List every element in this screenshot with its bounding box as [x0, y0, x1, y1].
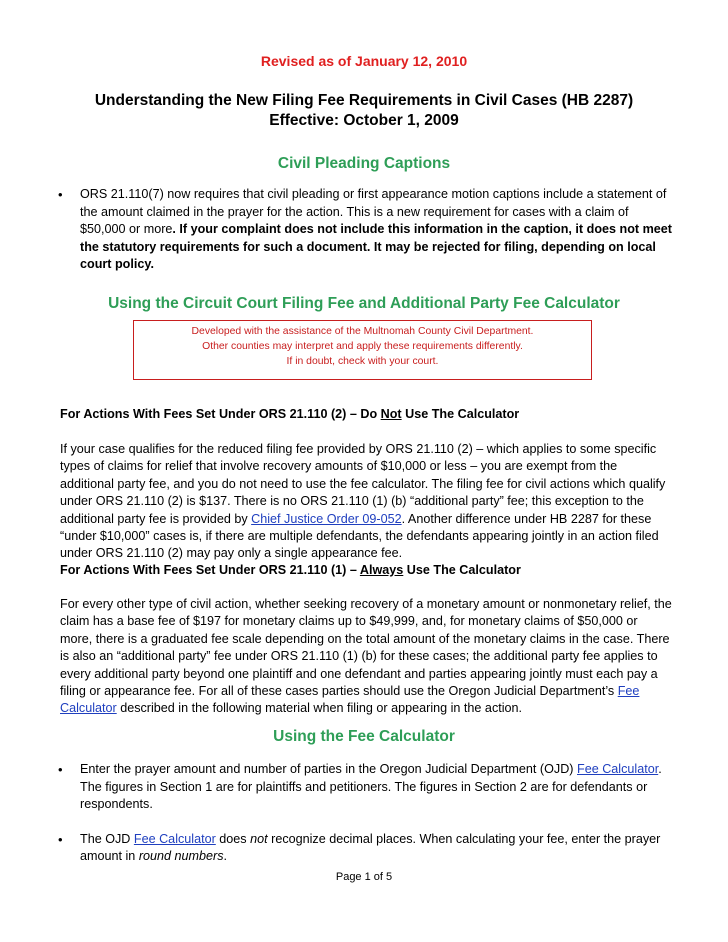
section1-heading-always: Always [359, 563, 404, 577]
section2-heading-not: Not [380, 407, 402, 421]
using-bullet-2-post: recognize decimal places. When calculating your fee, enter the prayer amount in [80, 831, 661, 863]
using-bullet-2-not: not [250, 831, 268, 846]
using-bullet-2-end: . [223, 849, 228, 863]
section1-heading-pre: For Actions With Fees Set Under ORS 21.110 (1) – [60, 563, 360, 577]
fee-calculator-link[interactable]: Fee Calculator [60, 684, 640, 716]
using-bullet-1-pre: Enter the prayer amount and number of parties in the Oregon Judicial Department (OJD) [80, 762, 577, 776]
section1-body-post: described in the following material when filing or appearing in the action. [116, 701, 523, 716]
chief-justice-order-link[interactable]: Chief Justice Order 09-052 [251, 511, 402, 526]
using-bullet-2-pre: The OJD [80, 831, 134, 846]
fee-calculator-link[interactable]: Fee Calculator [577, 762, 659, 776]
using-bullet-2-mid: does [215, 831, 251, 846]
captions-bullet-bold: . If your complaint does not include this information in the caption, it does not meet the statutory requirements for such a document. It may be rejected for filing, depending on local court policy. [80, 222, 672, 271]
using-bullet-2 [58, 831, 672, 866]
using-bullet-1-post: . The figures in Section 1 are for plaintiffs and petitioners. The figures in Section 2 are for defendants or respondents. [80, 762, 662, 811]
using-heading: Using the Fee Calculator [273, 728, 455, 745]
using-bullet-1 [58, 761, 672, 814]
notice-line-1: Developed with the assistance of the Multnomah County Civil Department. [191, 326, 534, 337]
section2-heading-pre: For Actions With Fees Set Under ORS 21.110 (2) – Do [60, 407, 381, 421]
bullet-icon: • [58, 831, 63, 847]
section2-body [60, 441, 672, 563]
notice-line-2: Other counties may interpret and apply these requirements differently. [202, 341, 523, 352]
section1-heading [60, 562, 672, 579]
bullet-icon: • [58, 187, 63, 202]
document-title [0, 91, 728, 131]
calculator-heading: Using the Circuit Court Filing Fee and Additional Party Fee Calculator [108, 295, 620, 312]
section2-heading [60, 406, 672, 423]
section1-body [60, 596, 672, 718]
section2-heading-post: Use The Calculator [401, 407, 520, 421]
section1-heading-post: Use The Calculator [403, 563, 521, 577]
title-line-1: Understanding the New Filing Fee Requirements in Civil Cases (HB 2287) [94, 92, 634, 109]
page-number: Page 1 of 5 [335, 871, 393, 883]
captions-bullet-text: ORS 21.110(7) now requires that civil pleading or first appearance motion captions include a statement of the amount claimed in the prayer for the action. This is a new requirement for cases with a claim of $50,000 or more [80, 187, 667, 236]
notice-line-3: If in doubt, check with your court. [286, 356, 439, 367]
revised-date: Revised as of January 12, 2010 [260, 53, 468, 69]
bullet-icon: • [58, 762, 63, 777]
using-bullet-2-round: round numbers [138, 849, 224, 863]
section1-body-pre: For every other type of civil action, whether seeking recovery of a monetary amount or nonmonetary relief, the claim has a base fee of $197 for monetary claims up to $49,999, and, for monetary claims of $50,000 or more, there is a graduated fee scale depending on the total amount of the monetary claims in the case. There is also an “additional party” fee under ORS 21.110 (1) (b) for these cases; the additional party fee applies to every additional party beyond one plaintiff and one defendant and parties appearing jointly must each pay a filing or appearance fee. For all of these cases parties should use the Oregon Judicial Department’s [60, 597, 672, 699]
captions-heading: Civil Pleading Captions [277, 155, 451, 172]
section2-body-pre: If your case qualifies for the reduced filing fee provided by ORS 21.110 (2) – which applies to some specific types of claims for relief that involve recovery amounts of $10,000 or less – you are exempt from the additional party fee, and you do not need to use the fee calculator. The filing fee for civil actions which qualify under ORS 21.110 (2) is $137. There is no ORS 21.110 (1) (b) “additional party” fee; this exception to the additional party fee is provided by [60, 442, 666, 526]
captions-bullet-list [58, 186, 672, 274]
title-line-2: Effective: October 1, 2009 [269, 112, 459, 129]
section2-body-post: . Another difference under HB 2287 for these “under $10,000” cases is, if there are multiple defendants, the defendants appearing jointly in an action filed under ORS 21.110 (2) may pay only a single appearance fee. [60, 511, 659, 561]
notice-box [133, 320, 592, 380]
using-bullet-list [58, 761, 672, 866]
captions-bullet [58, 186, 672, 274]
fee-calculator-link[interactable]: Fee Calculator [133, 831, 216, 846]
